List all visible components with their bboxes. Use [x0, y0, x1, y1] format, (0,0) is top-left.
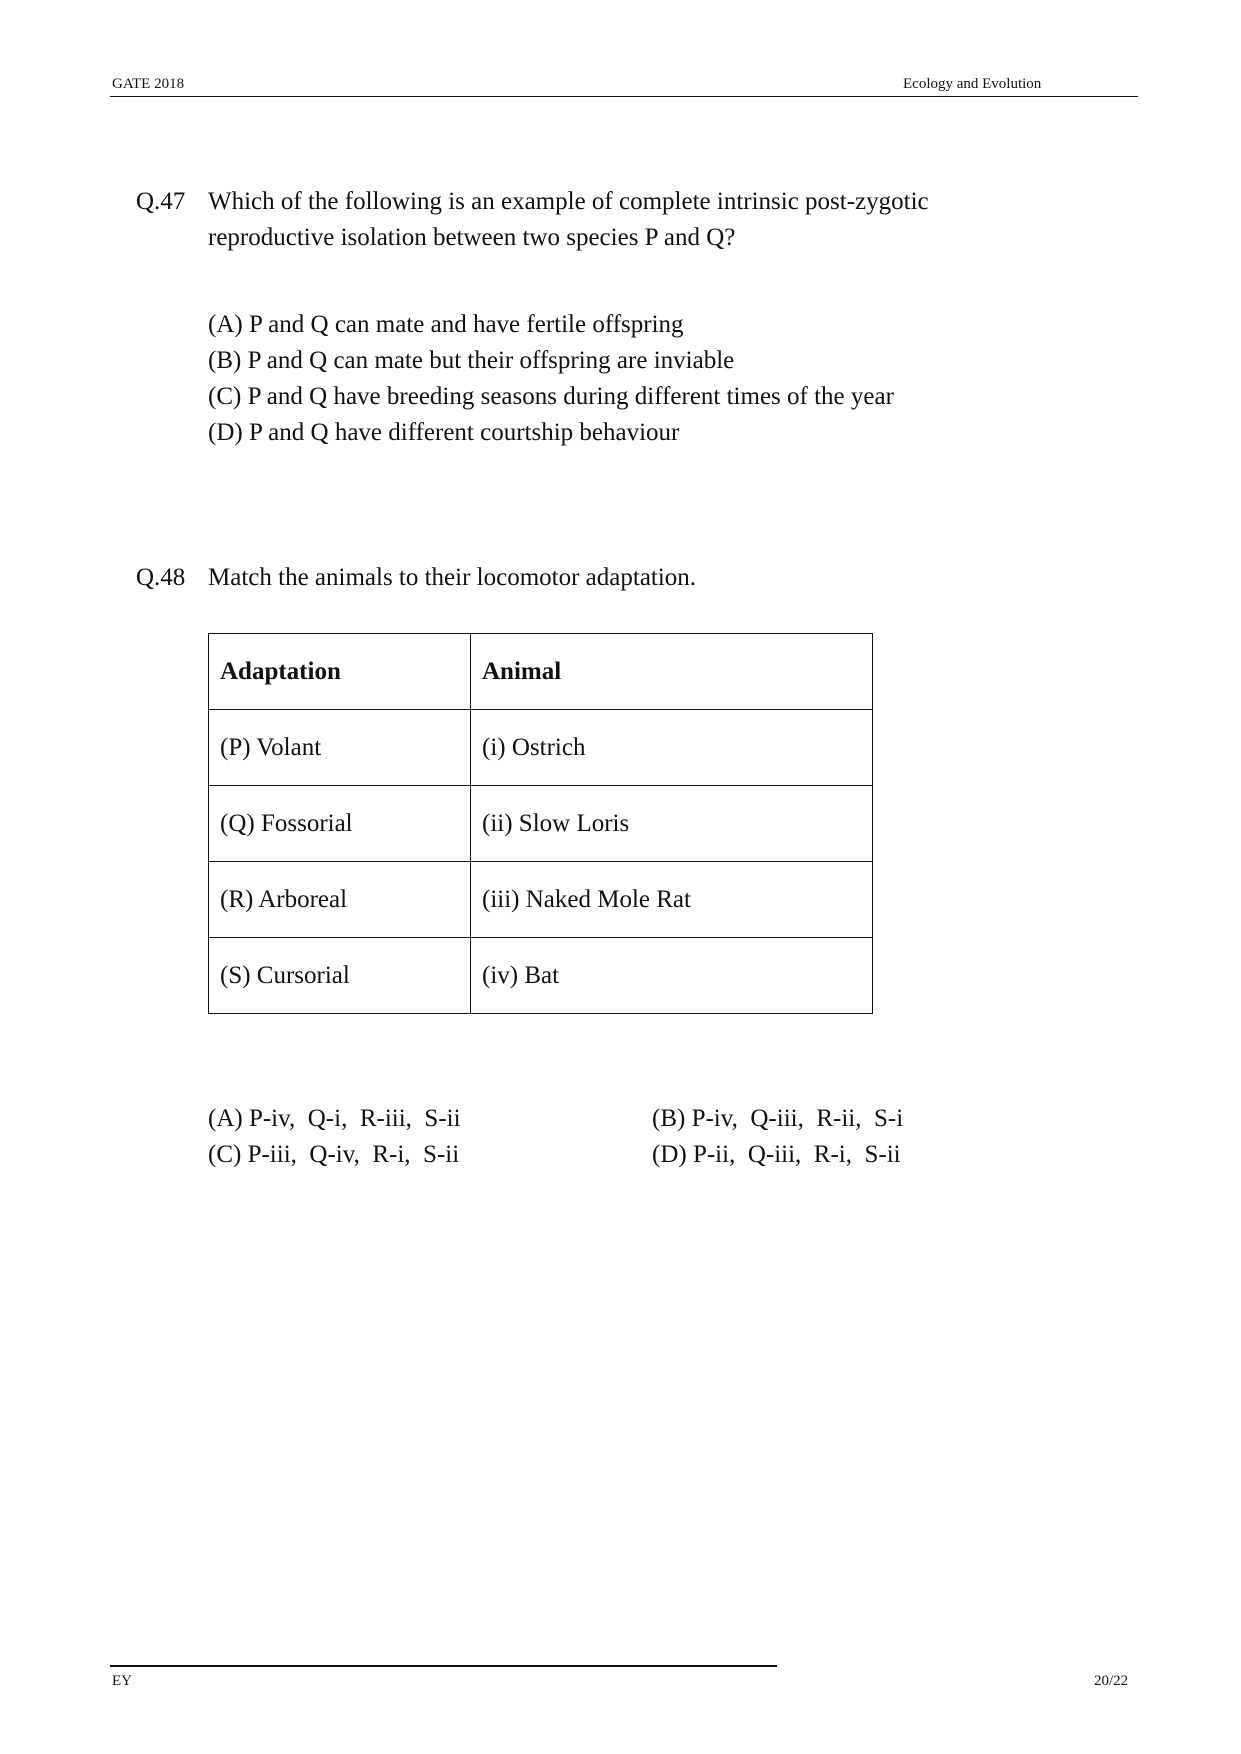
question-48-option-a: (A) P-iv, Q-i, R-iii, S-ii: [208, 1105, 461, 1132]
table-row: [209, 710, 873, 786]
question-48-number: Q.48: [136, 564, 186, 591]
table-cell-adaptation: (R) Arboreal: [209, 862, 471, 938]
question-47-option-b: (B) P and Q can mate but their offspring are inviable: [208, 347, 735, 374]
match-table: [208, 633, 873, 1014]
table-header-row: [209, 634, 873, 710]
table-header-adaptation: Adaptation: [209, 634, 471, 710]
question-47-option-d: (D) P and Q have different courtship behaviour: [208, 419, 680, 446]
question-47-stem-line-1: Which of the following is an example of complete intrinsic post-zygotic: [208, 188, 929, 215]
question-48-options-row-2: [208, 1137, 903, 1173]
question-47-option-c: (C) P and Q have breeding seasons during different times of the year: [208, 383, 894, 410]
table-cell-animal: (iii) Naked Mole Rat: [471, 862, 873, 938]
table-cell-adaptation: (S) Cursorial: [209, 938, 471, 1014]
question-47-options: [208, 307, 894, 451]
question-48-option-d: (D) P-ii, Q-iii, R-i, S-ii: [652, 1141, 901, 1168]
header-exam-title: GATE 2018: [112, 76, 185, 92]
footer-paper-code: EY: [112, 1673, 132, 1689]
question-47-option-a: (A) P and Q can mate and have fertile offspring: [208, 311, 684, 338]
table-row: [209, 862, 873, 938]
question-48-option-b: (B) P-iv, Q-iii, R-ii, S-i: [652, 1105, 904, 1132]
table-row: [209, 786, 873, 862]
footer-divider: [110, 1665, 777, 1667]
table-cell-animal: (iv) Bat: [471, 938, 873, 1014]
question-47-number: Q.47: [136, 188, 186, 215]
table-header-animal: Animal: [471, 634, 873, 710]
table-row: [209, 938, 873, 1014]
header-divider: [110, 96, 1138, 97]
header-subject: Ecology and Evolution: [903, 76, 1042, 92]
question-48-option-c: (C) P-iii, Q-iv, R-i, S-ii: [208, 1141, 460, 1168]
footer-page-number: 20/22: [1094, 1673, 1129, 1689]
question-48-options: [208, 1101, 903, 1173]
question-48-options-row-1: [208, 1101, 903, 1137]
table-cell-adaptation: (P) Volant: [209, 710, 471, 786]
question-48-stem: Match the animals to their locomotor adaptation.: [208, 564, 697, 591]
question-47-stem-line-2: reproductive isolation between two species P and Q?: [208, 224, 736, 251]
table-cell-animal: (i) Ostrich: [471, 710, 873, 786]
table-cell-adaptation: (Q) Fossorial: [209, 786, 471, 862]
question-47-stem: [208, 184, 1028, 256]
table-cell-animal: (ii) Slow Loris: [471, 786, 873, 862]
